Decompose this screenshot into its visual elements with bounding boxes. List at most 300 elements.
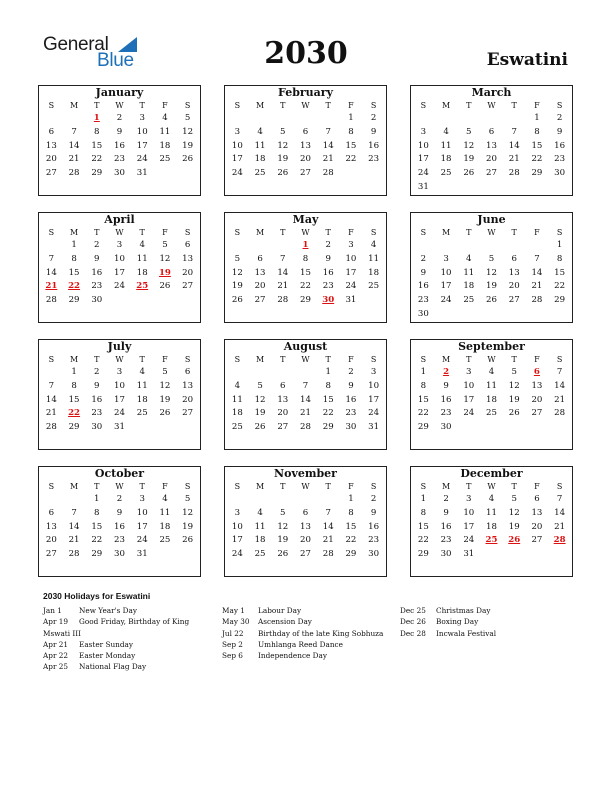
day: 2 (116, 113, 123, 123)
day: 21 (45, 408, 57, 419)
day: 26 (463, 168, 475, 179)
month-name: September (458, 340, 525, 353)
weekday-header: S (556, 228, 563, 237)
day: 10 (463, 507, 475, 518)
day: 21 (68, 154, 80, 165)
weekday-header: F (162, 482, 168, 491)
day: 12 (463, 140, 475, 151)
day: 13 (45, 521, 57, 532)
day: 19 (277, 535, 289, 546)
day: 18 (440, 154, 452, 165)
day: 16 (417, 281, 429, 292)
day: 6 (302, 126, 309, 137)
day: 26 (182, 535, 194, 546)
day: 27 (486, 168, 497, 179)
day: 14 (508, 140, 520, 151)
empty-day (435, 239, 458, 253)
weekday-header: S (556, 482, 563, 491)
day: 7 (280, 253, 286, 264)
day: 21 (277, 281, 289, 292)
day: 18 (231, 408, 243, 419)
day: 18 (368, 267, 380, 278)
day: 28 (45, 295, 57, 306)
day: 30 (345, 422, 357, 433)
day: 4 (488, 494, 495, 504)
day: 22 (322, 408, 334, 419)
day: 25 (159, 535, 171, 546)
day: 9 (348, 380, 354, 391)
day: 29 (300, 295, 311, 306)
holiday-date: Sep 2 (222, 639, 243, 649)
weekday-header: S (48, 482, 55, 491)
day: 13 (486, 140, 497, 151)
weekday-header: M (69, 482, 79, 491)
weekday-header: S (370, 355, 377, 364)
empty-day (317, 112, 340, 126)
day: 7 (556, 367, 563, 377)
day: 27 (182, 281, 194, 292)
day: 21 (300, 408, 311, 419)
holiday-name: Easter Sunday (79, 639, 134, 649)
weekday-header: T (94, 101, 100, 110)
day: 10 (136, 126, 148, 137)
holiday-name: Christmas Day (436, 606, 491, 615)
day: 26 (277, 168, 289, 179)
day: 16 (554, 140, 566, 151)
day: 11 (231, 394, 243, 405)
day: 4 (443, 126, 449, 137)
holiday-day: 19 (158, 267, 171, 278)
day: 8 (420, 380, 427, 391)
day: 20 (300, 535, 311, 546)
day: 12 (182, 126, 194, 137)
weekday-header: W (115, 101, 124, 110)
day: 10 (114, 380, 125, 391)
day: 9 (556, 126, 563, 137)
day: 31 (136, 168, 148, 179)
month-days-grid (225, 100, 386, 181)
day: 17 (114, 394, 125, 405)
day: 22 (554, 281, 566, 292)
empty-day (226, 493, 249, 507)
month-days-grid (39, 481, 200, 562)
day: 26 (231, 295, 243, 306)
day: 16 (322, 267, 334, 278)
day: 15 (345, 140, 357, 151)
day: 17 (136, 521, 148, 532)
weekday-header: S (234, 482, 241, 491)
empty-day (412, 239, 435, 253)
day: 13 (277, 394, 289, 405)
day: 18 (486, 521, 497, 532)
day: 9 (116, 507, 123, 518)
day: 1 (325, 367, 331, 377)
day: 24 (136, 535, 148, 546)
day: 11 (159, 507, 171, 518)
day: 12 (159, 380, 171, 391)
day: 2 (348, 367, 354, 377)
day: 13 (531, 380, 543, 391)
day: 27 (45, 549, 57, 560)
weekday-header: T (280, 355, 286, 364)
empty-day (457, 239, 480, 253)
day: 28 (322, 168, 334, 179)
month-name: November (274, 467, 337, 480)
day: 30 (440, 549, 452, 560)
empty-day (63, 112, 86, 126)
weekday-header: S (184, 228, 191, 237)
day: 27 (45, 168, 57, 179)
weekday-header: M (441, 228, 451, 237)
empty-day (294, 493, 317, 507)
holiday-entry (400, 616, 575, 627)
day: 25 (254, 549, 266, 560)
day: 23 (91, 281, 103, 292)
day: 18 (159, 140, 171, 151)
day: 26 (277, 549, 289, 560)
day: 4 (139, 240, 145, 250)
holiday-date: Jan 1 (43, 606, 62, 615)
empty-day (503, 239, 526, 253)
day: 5 (162, 240, 168, 250)
day: 27 (277, 422, 289, 433)
day: 8 (71, 380, 77, 391)
month-days-grid (225, 354, 386, 435)
day: 25 (254, 168, 266, 179)
weekday-header: T (139, 482, 145, 491)
day: 25 (368, 281, 380, 292)
empty-day (271, 366, 294, 380)
day: 18 (486, 394, 497, 405)
holiday-day: 25 (136, 281, 149, 292)
day: 29 (345, 549, 357, 560)
day: 2 (116, 494, 123, 504)
day: 8 (302, 253, 309, 264)
day: 27 (531, 535, 543, 546)
day: 6 (48, 126, 55, 137)
holidays-title: 2030 Holidays for Eswatini (43, 591, 151, 601)
empty-day (271, 112, 294, 126)
empty-day (226, 366, 249, 380)
month-name: January (95, 86, 144, 99)
day: 6 (534, 494, 540, 504)
day: 3 (116, 240, 123, 250)
month-days-grid (411, 481, 572, 562)
holiday-entry (43, 639, 218, 650)
day: 15 (91, 521, 103, 532)
month-february (224, 85, 387, 196)
weekday-header: M (69, 101, 79, 110)
weekday-header: F (162, 101, 168, 110)
day: 14 (531, 267, 543, 278)
day: 5 (280, 126, 286, 137)
weekday-header: W (301, 101, 310, 110)
day: 17 (463, 521, 475, 532)
day: 11 (440, 140, 452, 151)
day: 17 (463, 394, 475, 405)
day: 9 (370, 507, 377, 518)
day: 17 (417, 154, 429, 165)
day: 8 (94, 507, 100, 518)
day: 13 (45, 140, 57, 151)
day: 19 (182, 140, 194, 151)
day: 10 (114, 253, 125, 264)
day: 16 (368, 521, 380, 532)
month-days-grid (411, 100, 572, 195)
weekday-header: W (487, 482, 496, 491)
month-name: October (94, 467, 145, 480)
holiday-name: New Year's Day (79, 606, 138, 615)
empty-day (317, 493, 340, 507)
day: 15 (531, 140, 543, 151)
day: 1 (71, 240, 77, 250)
weekday-header: F (348, 355, 354, 364)
day: 16 (368, 140, 380, 151)
day: 8 (348, 507, 354, 518)
weekday-header: W (301, 482, 310, 491)
day: 26 (159, 408, 171, 419)
weekday-header: S (420, 482, 427, 491)
month-april (38, 212, 201, 323)
empty-day (480, 239, 503, 253)
day: 25 (440, 168, 452, 179)
day: 20 (182, 394, 194, 405)
month-name: June (477, 213, 506, 226)
empty-day (249, 112, 272, 126)
day: 23 (114, 154, 125, 165)
day: 13 (508, 267, 520, 278)
day: 1 (556, 240, 563, 250)
day: 24 (368, 408, 380, 419)
day: 5 (280, 507, 286, 518)
day: 29 (91, 168, 103, 179)
day: 21 (322, 535, 334, 546)
day: 6 (302, 507, 309, 518)
empty-day (40, 112, 63, 126)
day: 12 (508, 507, 520, 518)
day: 2 (370, 113, 377, 123)
day: 21 (531, 281, 543, 292)
day: 22 (417, 408, 429, 419)
day: 1 (71, 367, 77, 377)
day: 13 (182, 253, 194, 264)
day: 3 (466, 494, 472, 504)
day: 7 (325, 126, 331, 137)
weekday-header: T (280, 101, 286, 110)
day: 11 (136, 380, 148, 391)
holiday-column (400, 605, 575, 639)
holiday-column (43, 605, 218, 673)
day: 9 (116, 126, 123, 137)
weekday-header: S (420, 101, 427, 110)
day: 15 (417, 394, 429, 405)
weekday-header: S (370, 482, 377, 491)
day: 11 (254, 140, 266, 151)
day: 21 (554, 521, 566, 532)
month-days-grid (39, 227, 200, 308)
weekday-header: S (184, 101, 191, 110)
day: 18 (136, 267, 148, 278)
month-july (38, 339, 201, 450)
day: 3 (443, 253, 449, 264)
weekday-header: S (48, 355, 55, 364)
day: 19 (508, 394, 520, 405)
holiday-name: Boxing Day (436, 617, 479, 627)
day: 25 (463, 295, 475, 306)
day: 2 (94, 240, 100, 250)
day: 29 (417, 422, 429, 433)
weekday-header: W (487, 228, 496, 237)
day: 6 (488, 126, 495, 137)
day: 1 (94, 494, 100, 504)
day: 17 (345, 267, 357, 278)
weekday-header: S (556, 101, 563, 110)
holiday-date: Apr 19 (43, 617, 69, 627)
holiday-entry (43, 650, 218, 661)
day: 12 (277, 521, 289, 532)
day: 2 (370, 494, 377, 504)
weekday-header: T (466, 482, 472, 491)
day: 24 (231, 168, 243, 179)
weekday-header: M (69, 355, 79, 364)
day: 5 (234, 253, 241, 264)
holiday-name: Umhlanga Reed Dance (258, 639, 343, 649)
day: 6 (184, 240, 191, 250)
holiday-entry (400, 605, 575, 616)
day: 30 (114, 168, 125, 179)
holiday-date: Dec 28 (400, 628, 426, 638)
day: 7 (556, 494, 563, 504)
weekday-header: T (466, 355, 472, 364)
day: 13 (254, 267, 266, 278)
day: 12 (182, 507, 194, 518)
day: 31 (136, 549, 148, 560)
month-days-grid (411, 227, 572, 322)
day: 28 (68, 549, 80, 560)
day: 22 (345, 535, 357, 546)
day: 31 (114, 422, 125, 433)
day: 11 (159, 126, 171, 137)
weekday-header: T (511, 101, 517, 110)
day: 19 (508, 521, 520, 532)
day: 7 (534, 253, 540, 264)
weekday-header: T (325, 482, 331, 491)
day: 10 (136, 507, 148, 518)
day: 10 (231, 521, 243, 532)
weekday-header: M (441, 355, 451, 364)
month-days-grid (225, 481, 386, 562)
empty-day (226, 112, 249, 126)
day: 30 (114, 549, 125, 560)
day: 18 (254, 535, 266, 546)
day: 3 (348, 240, 354, 250)
holiday-date: May 1 (222, 606, 245, 615)
day: 22 (91, 154, 103, 165)
empty-day (294, 112, 317, 126)
holiday-day: 1 (93, 113, 100, 123)
day: 2 (443, 494, 449, 504)
weekday-header: F (348, 101, 354, 110)
holiday-day: 30 (322, 295, 335, 306)
holiday-entry (43, 616, 218, 627)
holiday-entry (222, 650, 397, 661)
day: 3 (139, 113, 145, 123)
weekday-header: W (115, 482, 124, 491)
day: 3 (370, 367, 377, 377)
day: 5 (511, 494, 517, 504)
day: 23 (440, 408, 452, 419)
weekday-header: S (48, 101, 55, 110)
weekday-header: T (325, 101, 331, 110)
month-august (224, 339, 387, 450)
day: 5 (162, 367, 168, 377)
day: 8 (534, 126, 540, 137)
day: 28 (322, 549, 334, 560)
day: 14 (300, 394, 311, 405)
day: 15 (68, 267, 80, 278)
day: 18 (254, 154, 266, 165)
day: 20 (508, 281, 520, 292)
day: 29 (91, 549, 103, 560)
day: 6 (511, 253, 517, 264)
day: 2 (556, 113, 563, 123)
weekday-header: W (301, 228, 310, 237)
weekday-header: T (466, 228, 472, 237)
weekday-header: F (534, 101, 540, 110)
day: 20 (486, 154, 497, 165)
holiday-day: 1 (302, 240, 309, 250)
day: 19 (463, 154, 475, 165)
day: 3 (466, 367, 472, 377)
weekday-header: W (301, 355, 310, 364)
day: 18 (136, 394, 148, 405)
day: 7 (302, 380, 309, 391)
empty-day (40, 239, 63, 253)
day: 20 (182, 267, 194, 278)
empty-day (249, 239, 272, 253)
month-june (410, 212, 573, 323)
weekday-header: M (441, 101, 451, 110)
day: 10 (231, 140, 243, 151)
day: 27 (508, 295, 520, 306)
day: 28 (277, 295, 289, 306)
day: 24 (114, 281, 125, 292)
day: 3 (234, 507, 241, 518)
empty-day (249, 493, 272, 507)
day: 23 (91, 408, 103, 419)
day: 20 (531, 521, 543, 532)
empty-day (526, 239, 549, 253)
day: 9 (94, 380, 100, 391)
day: 28 (554, 408, 566, 419)
day: 7 (511, 126, 517, 137)
day: 7 (48, 253, 55, 264)
day: 19 (231, 281, 243, 292)
day: 26 (182, 154, 194, 165)
weekday-header: S (184, 355, 191, 364)
month-december (410, 466, 573, 577)
holiday-day: 22 (68, 281, 81, 292)
day: 4 (162, 113, 168, 123)
holiday-name: Incwala Festival (436, 628, 497, 638)
day: 7 (325, 507, 331, 518)
weekday-header: T (325, 228, 331, 237)
holiday-date: May 30 (222, 617, 250, 627)
day: 27 (254, 295, 266, 306)
weekday-header: T (139, 228, 145, 237)
day: 26 (254, 422, 266, 433)
day: 30 (417, 308, 429, 319)
